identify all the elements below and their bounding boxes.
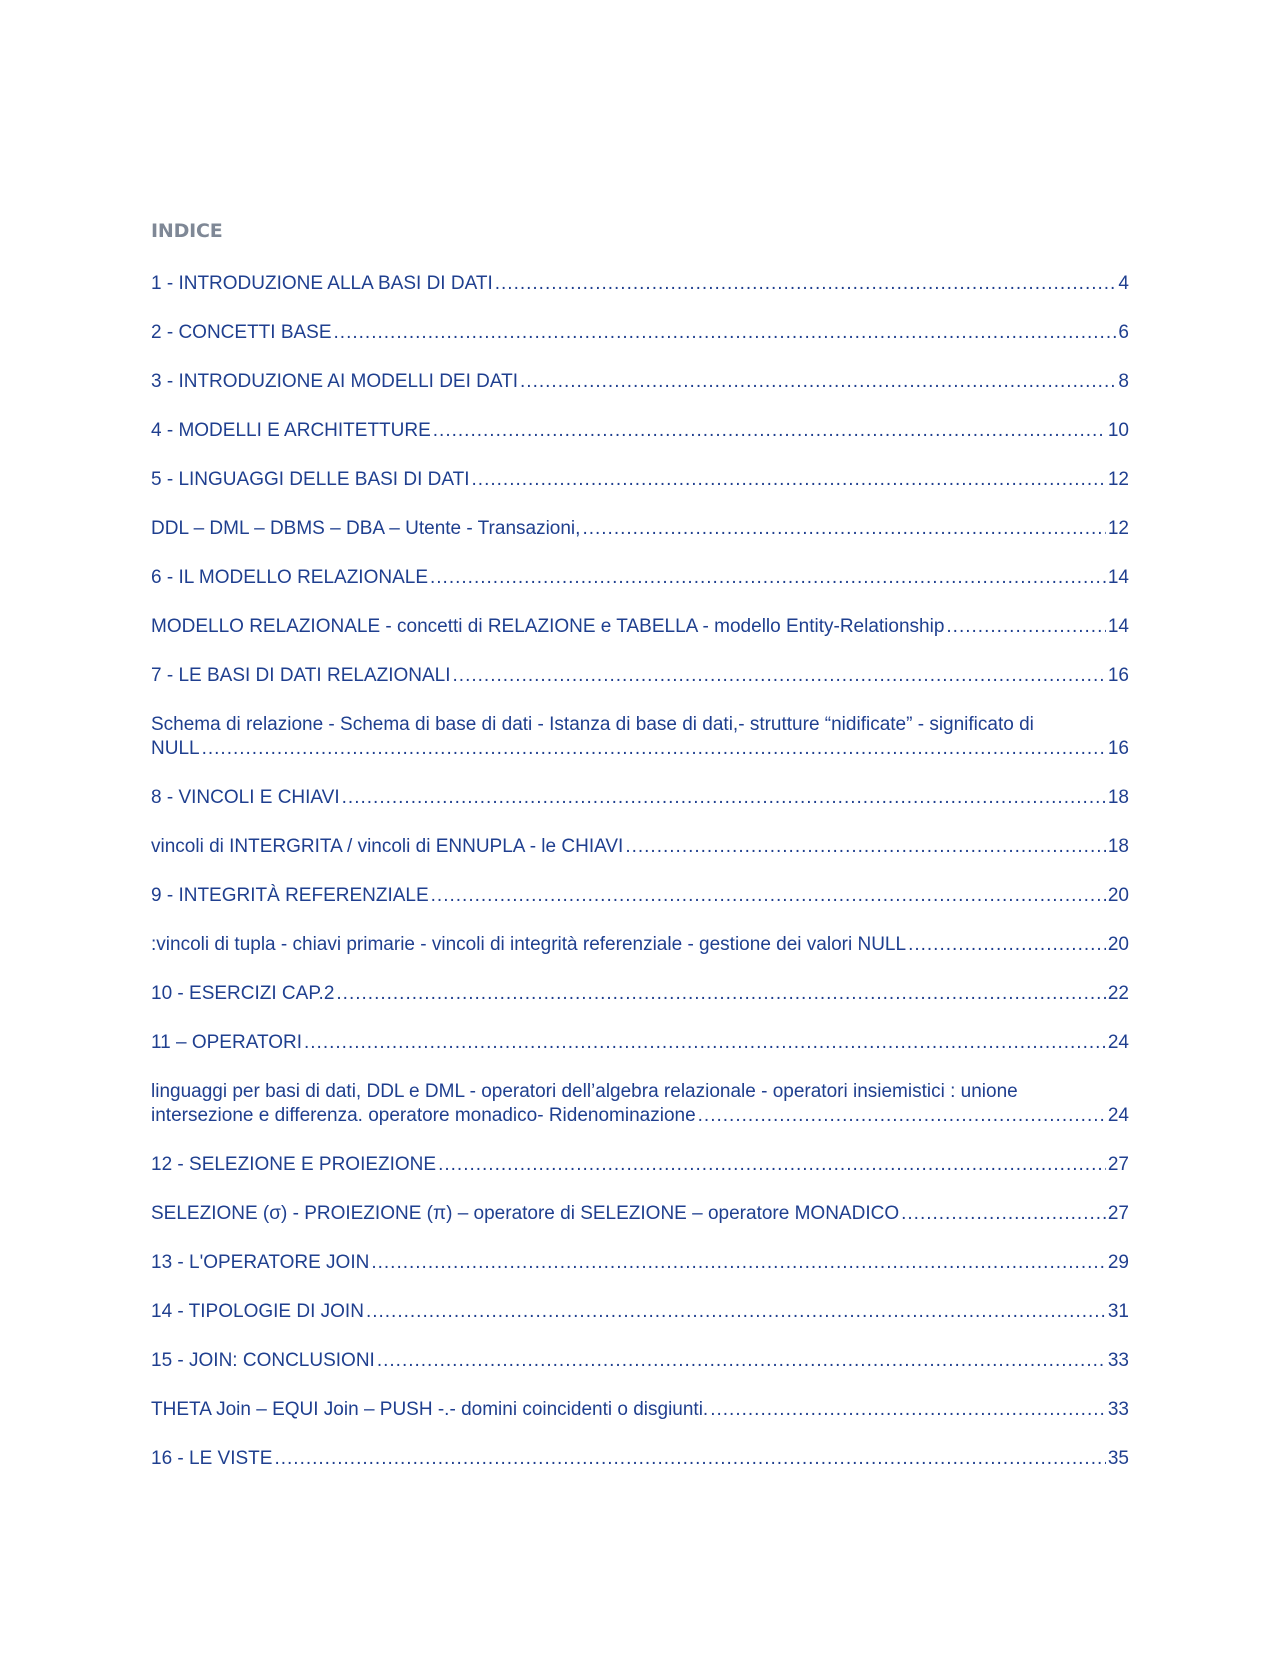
toc-entry[interactable] <box>151 419 1129 443</box>
toc-entry-page: 22 <box>1107 983 1129 1004</box>
toc-entry[interactable] <box>151 713 1129 761</box>
toc-entry-page: 20 <box>1107 885 1129 906</box>
toc-entry-title: 6 - IL MODELLO RELAZIONALE <box>151 567 428 588</box>
toc-entry-page: 20 <box>1107 934 1129 955</box>
dot-leader <box>946 615 1105 639</box>
dot-leader <box>334 321 1117 345</box>
toc-entry[interactable] <box>151 1031 1129 1055</box>
dot-leader <box>202 737 1106 761</box>
toc-entry-page: 12 <box>1107 518 1129 539</box>
toc-entry-title: :vincoli di tupla - chiavi primarie - vincoli di integrità referenziale - gestione dei valori NULL <box>151 934 907 955</box>
toc-entry-page: 6 <box>1118 322 1129 343</box>
toc-entry-page: 10 <box>1107 420 1129 441</box>
toc-entry[interactable] <box>151 786 1129 810</box>
dot-leader <box>336 982 1105 1006</box>
toc-entry[interactable] <box>151 468 1129 492</box>
toc-entry[interactable] <box>151 1080 1129 1128</box>
toc-entry-title: 2 - CONCETTI BASE <box>151 322 332 343</box>
toc-entry-page: 24 <box>1107 1032 1129 1053</box>
toc-entry[interactable] <box>151 884 1129 908</box>
dot-leader <box>582 517 1105 541</box>
dot-leader <box>371 1251 1106 1275</box>
toc-entry[interactable] <box>151 615 1129 639</box>
dot-leader <box>274 1447 1105 1471</box>
table-of-contents <box>151 272 1129 1496</box>
toc-entry-title: 3 - INTRODUZIONE AI MODELLI DEI DATI <box>151 371 519 392</box>
toc-entry[interactable] <box>151 566 1129 590</box>
toc-entry[interactable] <box>151 1349 1129 1373</box>
toc-entry-page: 33 <box>1107 1399 1129 1420</box>
toc-entry[interactable] <box>151 1251 1129 1275</box>
dot-leader <box>430 566 1106 590</box>
toc-entry[interactable] <box>151 1300 1129 1324</box>
toc-entry-title: 15 - JOIN: CONCLUSIONI <box>151 1350 375 1371</box>
dot-leader <box>304 1031 1106 1055</box>
toc-entry-continuation <box>151 737 1129 761</box>
dot-leader <box>433 419 1106 443</box>
toc-entry-title: 7 - LE BASI DI DATI RELAZIONALI <box>151 665 451 686</box>
toc-entry[interactable] <box>151 370 1129 394</box>
dot-leader <box>698 1104 1106 1128</box>
toc-entry-page: 16 <box>1107 665 1129 686</box>
toc-entry-page: 16 <box>1107 738 1129 759</box>
toc-entry-page: 14 <box>1107 567 1129 588</box>
toc-entry[interactable] <box>151 982 1129 1006</box>
toc-entry-title: 8 - VINCOLI E CHIAVI <box>151 787 340 808</box>
dot-leader <box>520 370 1116 394</box>
toc-entry[interactable] <box>151 1153 1129 1177</box>
dot-leader <box>625 835 1106 859</box>
dot-leader <box>377 1349 1106 1373</box>
toc-entry-title: 12 - SELEZIONE E PROIEZIONE <box>151 1154 437 1175</box>
toc-entry-page: 4 <box>1118 273 1129 294</box>
toc-entry-title-continued: intersezione e differenza. operatore monadico- Ridenominazione <box>151 1105 696 1126</box>
toc-entry-title: 9 - INTEGRITÀ REFERENZIALE <box>151 885 429 906</box>
toc-entry-page: 18 <box>1107 787 1129 808</box>
dot-leader <box>438 1153 1106 1177</box>
toc-entry-page: 33 <box>1107 1350 1129 1371</box>
dot-leader <box>908 933 1106 957</box>
toc-entry[interactable] <box>151 1398 1129 1422</box>
toc-entry-title: vincoli di INTERGRITA / vincoli di ENNUPLA - le CHIAVI <box>151 836 624 857</box>
toc-entry-page: 29 <box>1107 1252 1129 1273</box>
toc-entry-title: MODELLO RELAZIONALE - concetti di RELAZIONE e TABELLA - modello Entity-Relationship <box>151 616 945 637</box>
toc-entry-page: 31 <box>1107 1301 1129 1322</box>
toc-entry[interactable] <box>151 321 1129 345</box>
toc-entry[interactable] <box>151 272 1129 296</box>
toc-entry-title: 16 - LE VISTE <box>151 1448 273 1469</box>
toc-entry-title: THETA Join – EQUI Join – PUSH -.- domini coincidenti o disgiunti. <box>151 1399 709 1420</box>
toc-entry-title: 5 - LINGUAGGI DELLE BASI DI DATI <box>151 469 470 490</box>
toc-entry[interactable] <box>151 1202 1129 1226</box>
dot-leader <box>366 1300 1106 1324</box>
toc-entry-title-continued: NULL <box>151 738 200 759</box>
toc-heading: INDICE <box>151 220 223 242</box>
toc-entry-title: 14 - TIPOLOGIE DI JOIN <box>151 1301 364 1322</box>
dot-leader <box>472 468 1106 492</box>
toc-entry-title: 4 - MODELLI E ARCHITETTURE <box>151 420 431 441</box>
dot-leader <box>901 1202 1106 1226</box>
toc-entry-page: 27 <box>1107 1203 1129 1224</box>
toc-entry-continuation <box>151 1104 1129 1128</box>
toc-entry[interactable] <box>151 1447 1129 1471</box>
toc-entry-page: 18 <box>1107 836 1129 857</box>
dot-leader <box>453 664 1106 688</box>
toc-entry-title: 1 - INTRODUZIONE ALLA BASI DI DATI <box>151 273 493 294</box>
toc-entry-title: 11 – OPERATORI <box>151 1032 302 1053</box>
toc-entry-page: 14 <box>1107 616 1129 637</box>
toc-entry[interactable] <box>151 517 1129 541</box>
dot-leader <box>342 786 1106 810</box>
dot-leader <box>495 272 1117 296</box>
dot-leader <box>710 1398 1106 1422</box>
toc-entry-page: 12 <box>1107 469 1129 490</box>
toc-entry-page: 8 <box>1118 371 1129 392</box>
toc-entry-title: Schema di relazione - Schema di base di dati - Istanza di base di dati,- strutture “nidificate” - significato di <box>151 714 1034 735</box>
toc-entry[interactable] <box>151 933 1129 957</box>
toc-entry-page: 35 <box>1107 1448 1129 1469</box>
toc-entry-title: 10 - ESERCIZI CAP.2 <box>151 983 335 1004</box>
toc-entry-title: SELEZIONE (σ) - PROIEZIONE (π) – operatore di SELEZIONE – operatore MONADICO <box>151 1203 900 1224</box>
toc-entry-title: linguaggi per basi di dati, DDL e DML - operatori dell’algebra relazionale - operatori insiemistici : unione <box>151 1081 1018 1102</box>
dot-leader <box>431 884 1106 908</box>
toc-entry-page: 24 <box>1107 1105 1129 1126</box>
toc-entry-page: 27 <box>1107 1154 1129 1175</box>
toc-entry[interactable] <box>151 835 1129 859</box>
toc-entry-title: DDL – DML – DBMS – DBA – Utente - Transazioni, <box>151 518 581 539</box>
toc-entry-title: 13 - L'OPERATORE JOIN <box>151 1252 370 1273</box>
toc-entry[interactable] <box>151 664 1129 688</box>
